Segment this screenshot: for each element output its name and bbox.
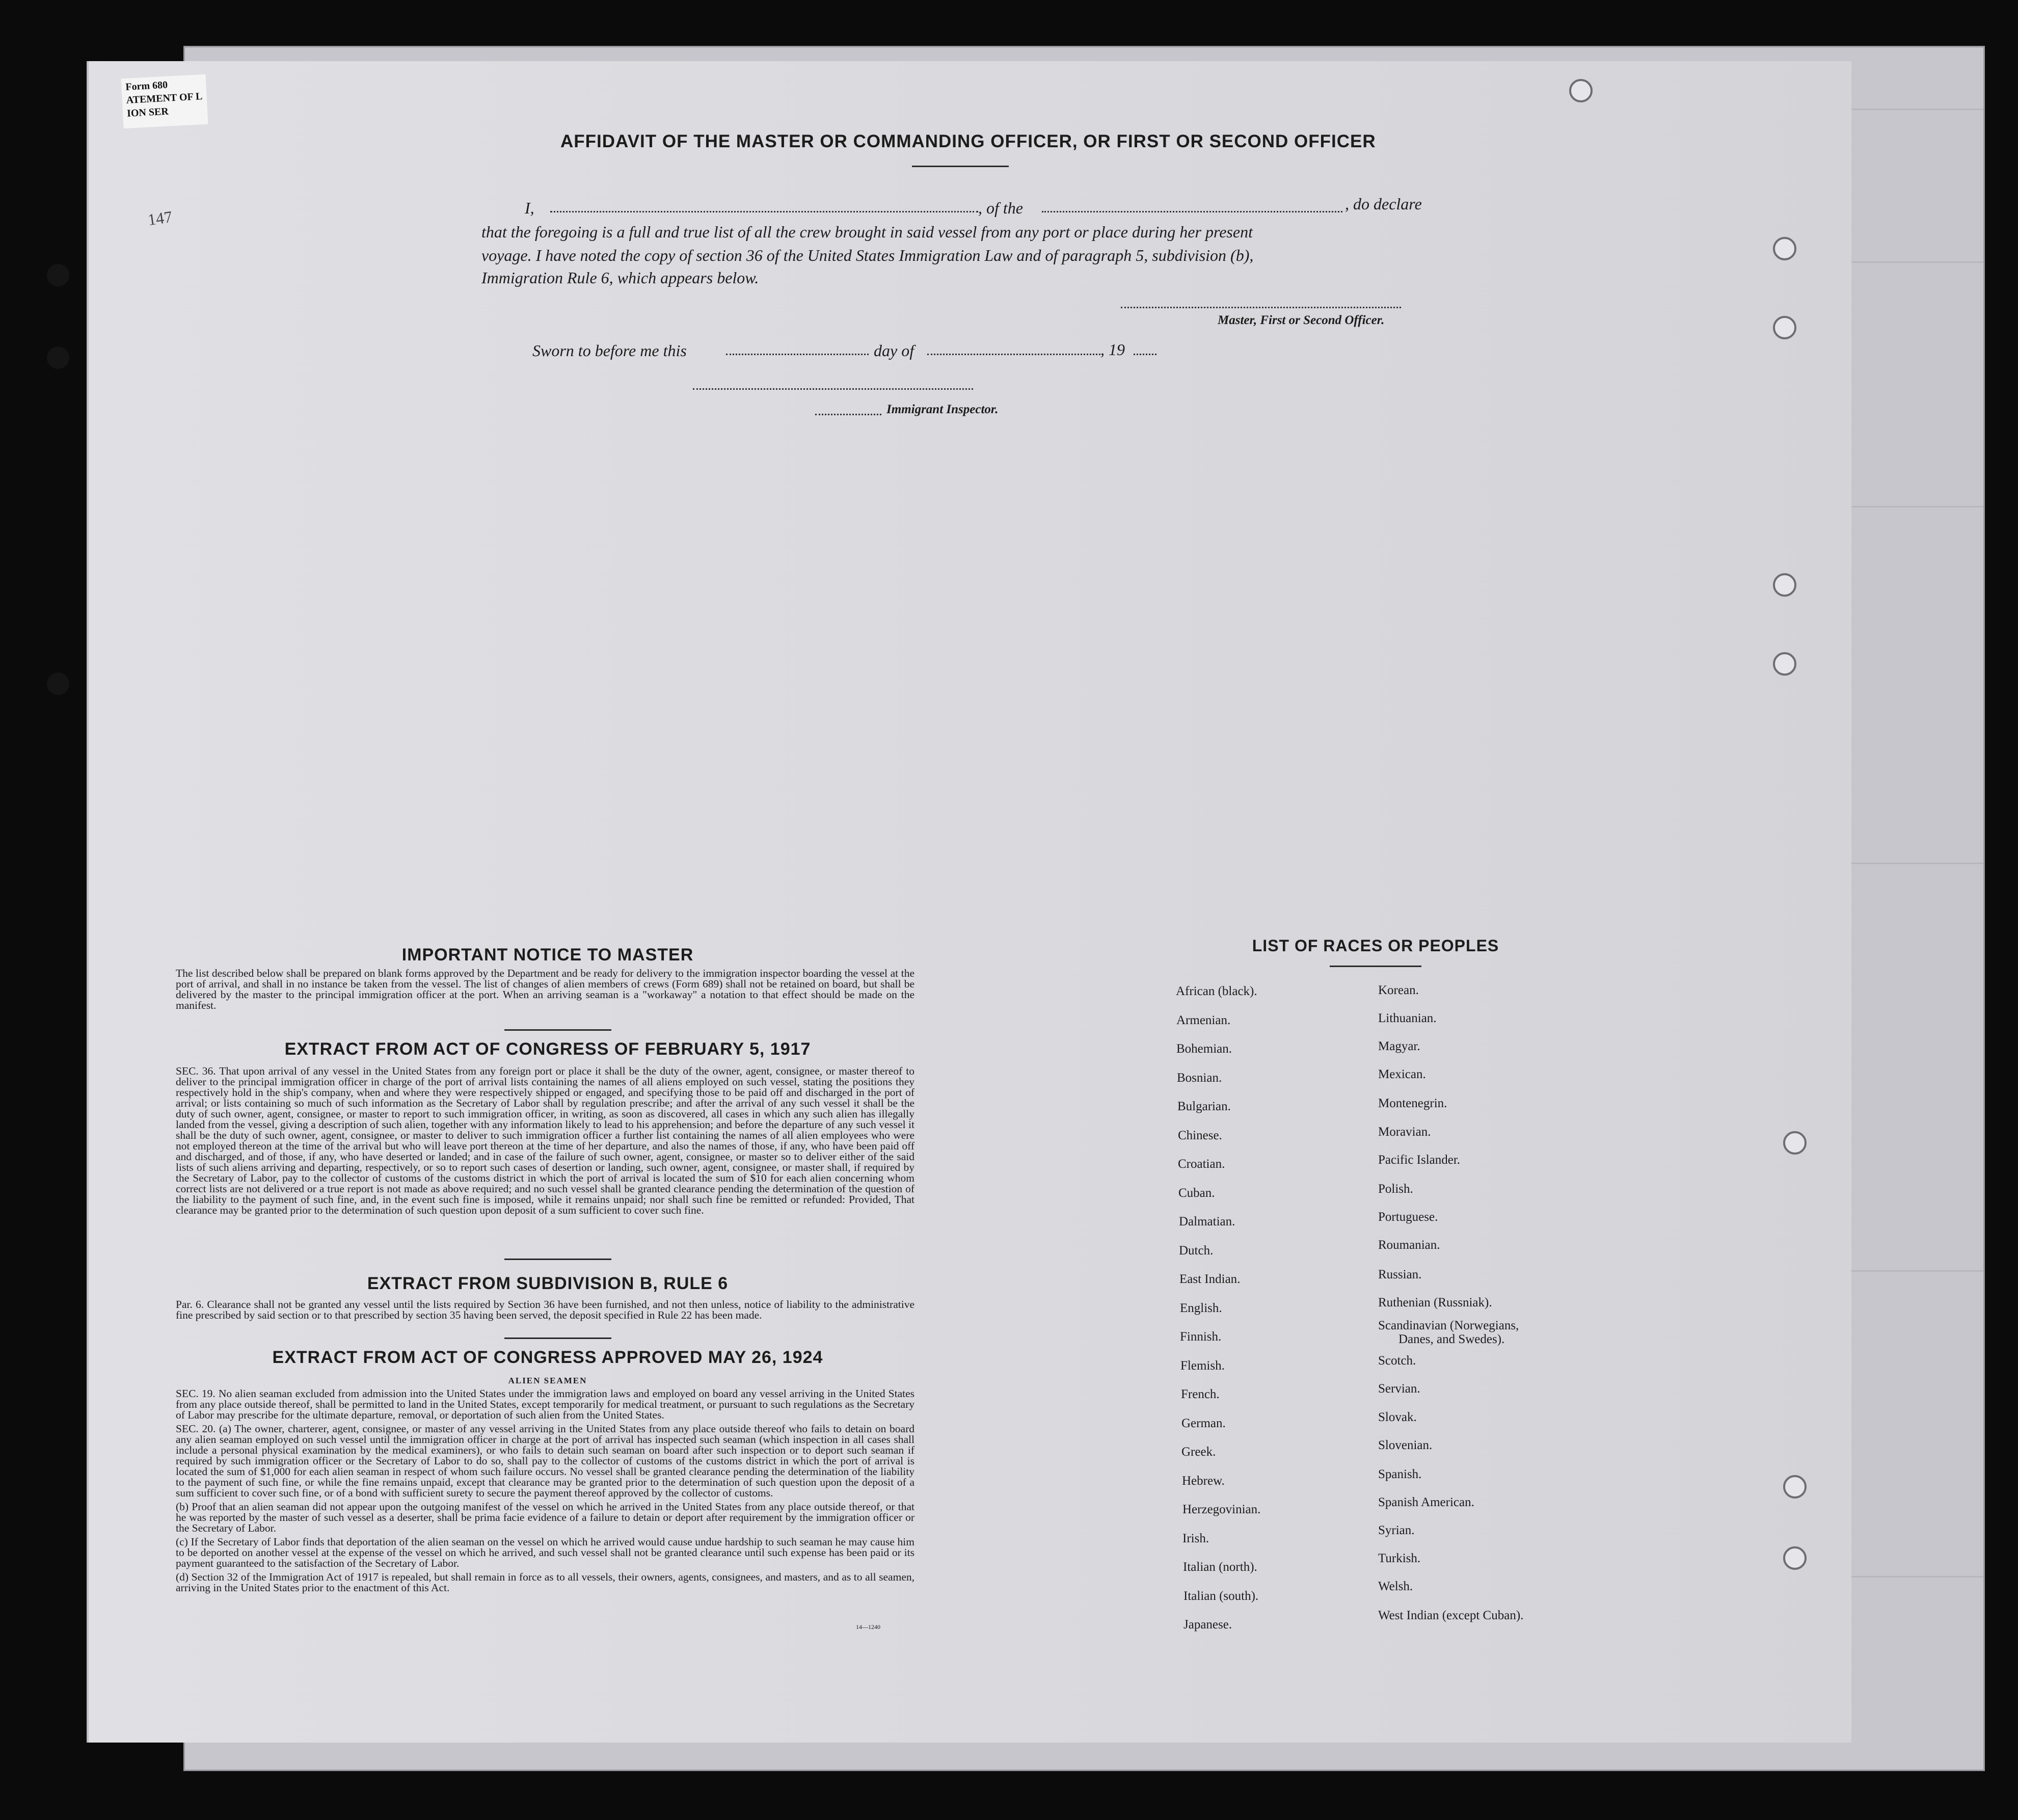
race-item: Irish. <box>1182 1532 1209 1545</box>
form-number-stub: Form 680 ATEMENT OF L ION SER <box>121 74 208 129</box>
affidavit-line-4: Immigration Rule 6, which appears below. <box>481 269 759 287</box>
race-item: Bulgarian. <box>1177 1100 1231 1113</box>
master-signature-field <box>1121 306 1401 308</box>
race-item: Bosnian. <box>1177 1071 1222 1085</box>
race-item: German. <box>1181 1416 1226 1430</box>
inspector-signature-field-2 <box>815 413 881 415</box>
master-signature-label: Master, First or Second Officer. <box>1218 313 1385 327</box>
section-19: SEC. 19. No alien seaman excluded from admission into the United States under the immigration laws and employed on board any vessel arriving in the United States from any place outside thereof, shall be permitted to land in the United States, except temporarily for medical treatment, or pursuant to such regulations as the Secretary of Labor may prescribe for the ultimate departure, removal, or deportation of such alien from the United States. <box>176 1387 914 1421</box>
section-20c: (c) If the Secretary of Labor finds that deportation of the alien seaman on the vessel on which he arrived would cause undue hardship to such seaman he may cause him to be deported on another vessel at the expense of the vessel on which he arrived, and such vessel shall not be granted clearance until such expense has been paid or its payment guaranteed to the satisfaction of the Secretary of Labor. <box>176 1536 914 1569</box>
race-item: Roumanian. <box>1378 1238 1440 1252</box>
form-code: 14—1240 <box>856 1623 880 1630</box>
race-item: African (black). <box>1176 984 1257 998</box>
affidavit-line-3: voyage. I have noted the copy of section 36 of the United States Immigration Law and of paragraph 5, subdivision (b), <box>481 246 1254 264</box>
race-item: Korean. <box>1378 983 1419 997</box>
section-20d: (d) Section 32 of the Immigration Act of 1917 is repealed, but shall remain in force as to all vessels, their owners, agents, consignees, and masters, and as to all seamen, arriving in the United States prior to the enactment of this Act. <box>176 1571 914 1594</box>
race-item: West Indian (except Cuban). <box>1378 1609 1524 1622</box>
margin-stamp: 147 <box>146 207 174 229</box>
affidavit-line-2: that the foregoing is a full and true list of all the crew brought in said vessel from any port or place during her present <box>481 223 1253 241</box>
race-item: Spanish American. <box>1378 1495 1474 1509</box>
sworn-day-field <box>726 353 869 355</box>
race-item: Armenian. <box>1176 1013 1231 1027</box>
race-item: Greek. <box>1181 1445 1216 1459</box>
race-item: Hebrew. <box>1182 1474 1225 1488</box>
of-the-label: , of the <box>978 199 1023 217</box>
sworn-month-field <box>927 353 1100 355</box>
race-item: Turkish. <box>1378 1551 1421 1565</box>
race-item: Japanese. <box>1183 1618 1232 1631</box>
race-item: Servian. <box>1378 1382 1420 1396</box>
races-rule <box>1330 966 1421 967</box>
race-item: French. <box>1181 1387 1220 1401</box>
race-item: Scandinavian (Norwegians, <box>1378 1319 1519 1332</box>
race-item: Syrian. <box>1378 1523 1415 1537</box>
race-item: Danes, and Swedes). <box>1398 1332 1505 1346</box>
section-20a: SEC. 20. (a) The owner, charterer, agent, consignee, or master of any vessel arriving in the United States from any place outside thereof who fails to detain on board any alien seaman employed on such vessel until the immigration officer in charge at the port of arrival has inspected such seaman (which inspection in all cases shall include a personal physical examination by the medical examiners), or who fails to detain such seaman on board after such inspection or to deport such seaman if required by such immigration officer or the Secretary of Labor to do so, shall pay to the collector of customs of the customs district in which the port of arrival is located the sum of $1,000 for each alien seaman in respect of whom such failure occurs. No vessel shall be granted clearance pending the determination of the liability to the payment of such fine, or while the fine remains unpaid, except that clearance may be granted prior to the determination of such question upon the deposit of a sum sufficient to cover such fine, or of a bond with sufficient surety to secure the payment thereof approved by the collector of customs. <box>176 1423 914 1499</box>
race-item: Flemish. <box>1180 1359 1225 1373</box>
race-item: Chinese. <box>1178 1129 1222 1142</box>
vessel-field <box>1042 210 1342 212</box>
race-item: Slovenian. <box>1378 1438 1433 1452</box>
race-item: Welsh. <box>1378 1580 1413 1593</box>
section-20b: (b) Proof that an alien seaman did not appear upon the outgoing manifest of the vessel on which he arrived in the United States from any place outside thereof, or that he was reported by the master of such vessel as a deserter, shall be prima facie evidence of a failure to detain or deport after requirement by the immigration officer or the Secretary of Labor. <box>176 1501 914 1534</box>
punch-hole-icon <box>1773 652 1796 676</box>
i-label: I, <box>525 199 534 217</box>
race-item: East Indian. <box>1179 1272 1241 1286</box>
sworn-year-field <box>1134 353 1156 355</box>
punch-hole-icon <box>1569 79 1593 102</box>
extract-rule6-title: EXTRACT FROM SUBDIVISION B, RULE 6 <box>367 1274 729 1293</box>
extract-1917-title: EXTRACT FROM ACT OF CONGRESS OF FEBRUARY 5, 1917 <box>284 1039 811 1059</box>
race-item: Italian (north). <box>1183 1560 1257 1574</box>
race-item: Cuban. <box>1178 1186 1215 1200</box>
race-item: Magyar. <box>1378 1039 1420 1053</box>
inspector-signature-field <box>693 387 973 390</box>
race-item: English. <box>1180 1301 1222 1315</box>
race-item: Portuguese. <box>1378 1210 1438 1224</box>
race-item: Scotch. <box>1378 1354 1416 1368</box>
race-item: Polish. <box>1378 1182 1413 1196</box>
extract-rule6-rule <box>504 1337 611 1339</box>
inspector-signature-label: Immigrant Inspector. <box>886 403 999 416</box>
year-label: , 19 <box>1100 340 1125 359</box>
race-item: Mexican. <box>1378 1067 1426 1081</box>
races-title: LIST OF RACES OR PEOPLES <box>1252 936 1499 955</box>
punch-hole-icon <box>1773 573 1796 597</box>
race-item: Montenegrin. <box>1378 1096 1447 1110</box>
race-item: Pacific Islander. <box>1378 1153 1461 1167</box>
race-item: Dutch. <box>1179 1244 1214 1257</box>
punch-hole-icon <box>1773 316 1796 339</box>
race-item: Slovak. <box>1378 1410 1417 1424</box>
race-item: Bohemian. <box>1176 1042 1232 1056</box>
affidavit-title: AFFIDAVIT OF THE MASTER OR COMMANDING OFFICER, OR FIRST OR SECOND OFFICER <box>560 131 1376 151</box>
race-item: Russian. <box>1378 1268 1422 1281</box>
extract-rule6-body: Par. 6. Clearance shall not be granted any vessel until the lists required by Section 36 have been furnished, and not then unless, notice of liability to the administrative fine prescribed by said section or to that prescribed by section 35 having been served, the deposit specified in Rule 22 has been made. <box>176 1298 914 1321</box>
day-of-label: day of <box>874 341 914 360</box>
race-item: Dalmatian. <box>1179 1215 1235 1228</box>
extract-1917-body: SEC. 36. That upon arrival of any vessel in the United States from any foreign port or place it shall be the duty of the owner, agent, consignee, or master thereof to deliver to the principal immigration officer in charge of the port of arrival lists containing the names of all aliens employed on such vessel, stating the positions they respectively hold in the ship's company, when and where they were respectively shipped or engaged, and specifying those to be paid off and discharged in the port of arrival; or lists containing so much of such information as the Secretary of Labor shall by regulation prescribe; and after the arrival of any such vessel it shall be the duty of such owner, agent, consignee, or master to report to such immigration officer, in writing, as soon as discovered, all cases in which any such alien has illegally landed from the vessel, giving a description of such alien, together with any information likely to lead to his apprehension; and before the departure of any such vessel it shall be the duty of such owner, agent, consignee, or master to deliver to such immigration officer a further list containing the names of all alien employees who were not employed thereon at the time of the arrival but who will leave port thereon at the time of her departure, and also the names of those, if any, who have been paid off and discharged, and of those, if any, who have deserted or landed; and in case of the failure of such owner, agent, consignee, or master so to deliver either of the said lists of such aliens arriving and departing, respectively, or so to report such cases of desertion or landing, such owner, agent, consignee, or master shall, if required by the Secretary of Labor, pay to the collector of customs of the customs district in which the port of arrival is located the sum of $10 for each alien concerning whom correct lists are not delivered or a true report is not made as above required; and no such vessel shall be granted clearance pending the determination of the question of the liability to the payment of such fine, and, in the event such fine is imposed, while it remains unpaid; nor shall such fine be remitted or refunded: Provided, That clearance may be granted prior to the determination of such question upon deposit of a sum sufficient to cover such fine. <box>176 1065 914 1216</box>
title-rule <box>912 166 1009 167</box>
alien-seamen-subtitle: ALIEN SEAMEN <box>508 1376 587 1385</box>
binder-hole-icon <box>47 264 69 286</box>
race-item: Moravian. <box>1378 1125 1431 1139</box>
punch-hole-icon <box>1783 1131 1807 1155</box>
binder-hole-icon <box>47 346 69 369</box>
punch-hole-icon <box>1783 1475 1807 1498</box>
do-declare-label: , do declare <box>1345 195 1422 213</box>
notice-body: The list described below shall be prepared on blank forms approved by the Department and be ready for delivery to the immigration inspector boarding the vessel at the port of arrival, and shall in no instance be taken from the vessel. The list of changes of alien members of crews (Form 689) shall not be retained on board, but shall be delivered by the master to the principal immigration officer at the port. When an arriving seaman is a "workaway" a notation to that effect should be made on the manifest. <box>176 967 914 1011</box>
extract-1917-rule <box>504 1259 611 1260</box>
race-item: Lithuanian. <box>1378 1011 1437 1025</box>
name-field <box>550 210 978 212</box>
race-item: Ruthenian (Russniak). <box>1378 1296 1492 1309</box>
notice-rule <box>504 1029 611 1031</box>
race-item: Italian (south). <box>1183 1589 1259 1603</box>
extract-1924-body <box>176 1388 914 1596</box>
race-item: Herzegovinian. <box>1182 1503 1261 1516</box>
punch-hole-icon <box>1773 237 1796 260</box>
binder-hole-icon <box>47 673 69 695</box>
punch-hole-icon <box>1783 1546 1807 1570</box>
extract-1924-title: EXTRACT FROM ACT OF CONGRESS APPROVED MAY 26, 1924 <box>272 1348 823 1367</box>
sworn-label: Sworn to before me this <box>532 341 687 360</box>
race-item: Finnish. <box>1180 1330 1222 1344</box>
race-item: Spanish. <box>1378 1467 1422 1481</box>
race-item: Croatian. <box>1178 1157 1225 1171</box>
notice-title: IMPORTANT NOTICE TO MASTER <box>401 945 694 965</box>
